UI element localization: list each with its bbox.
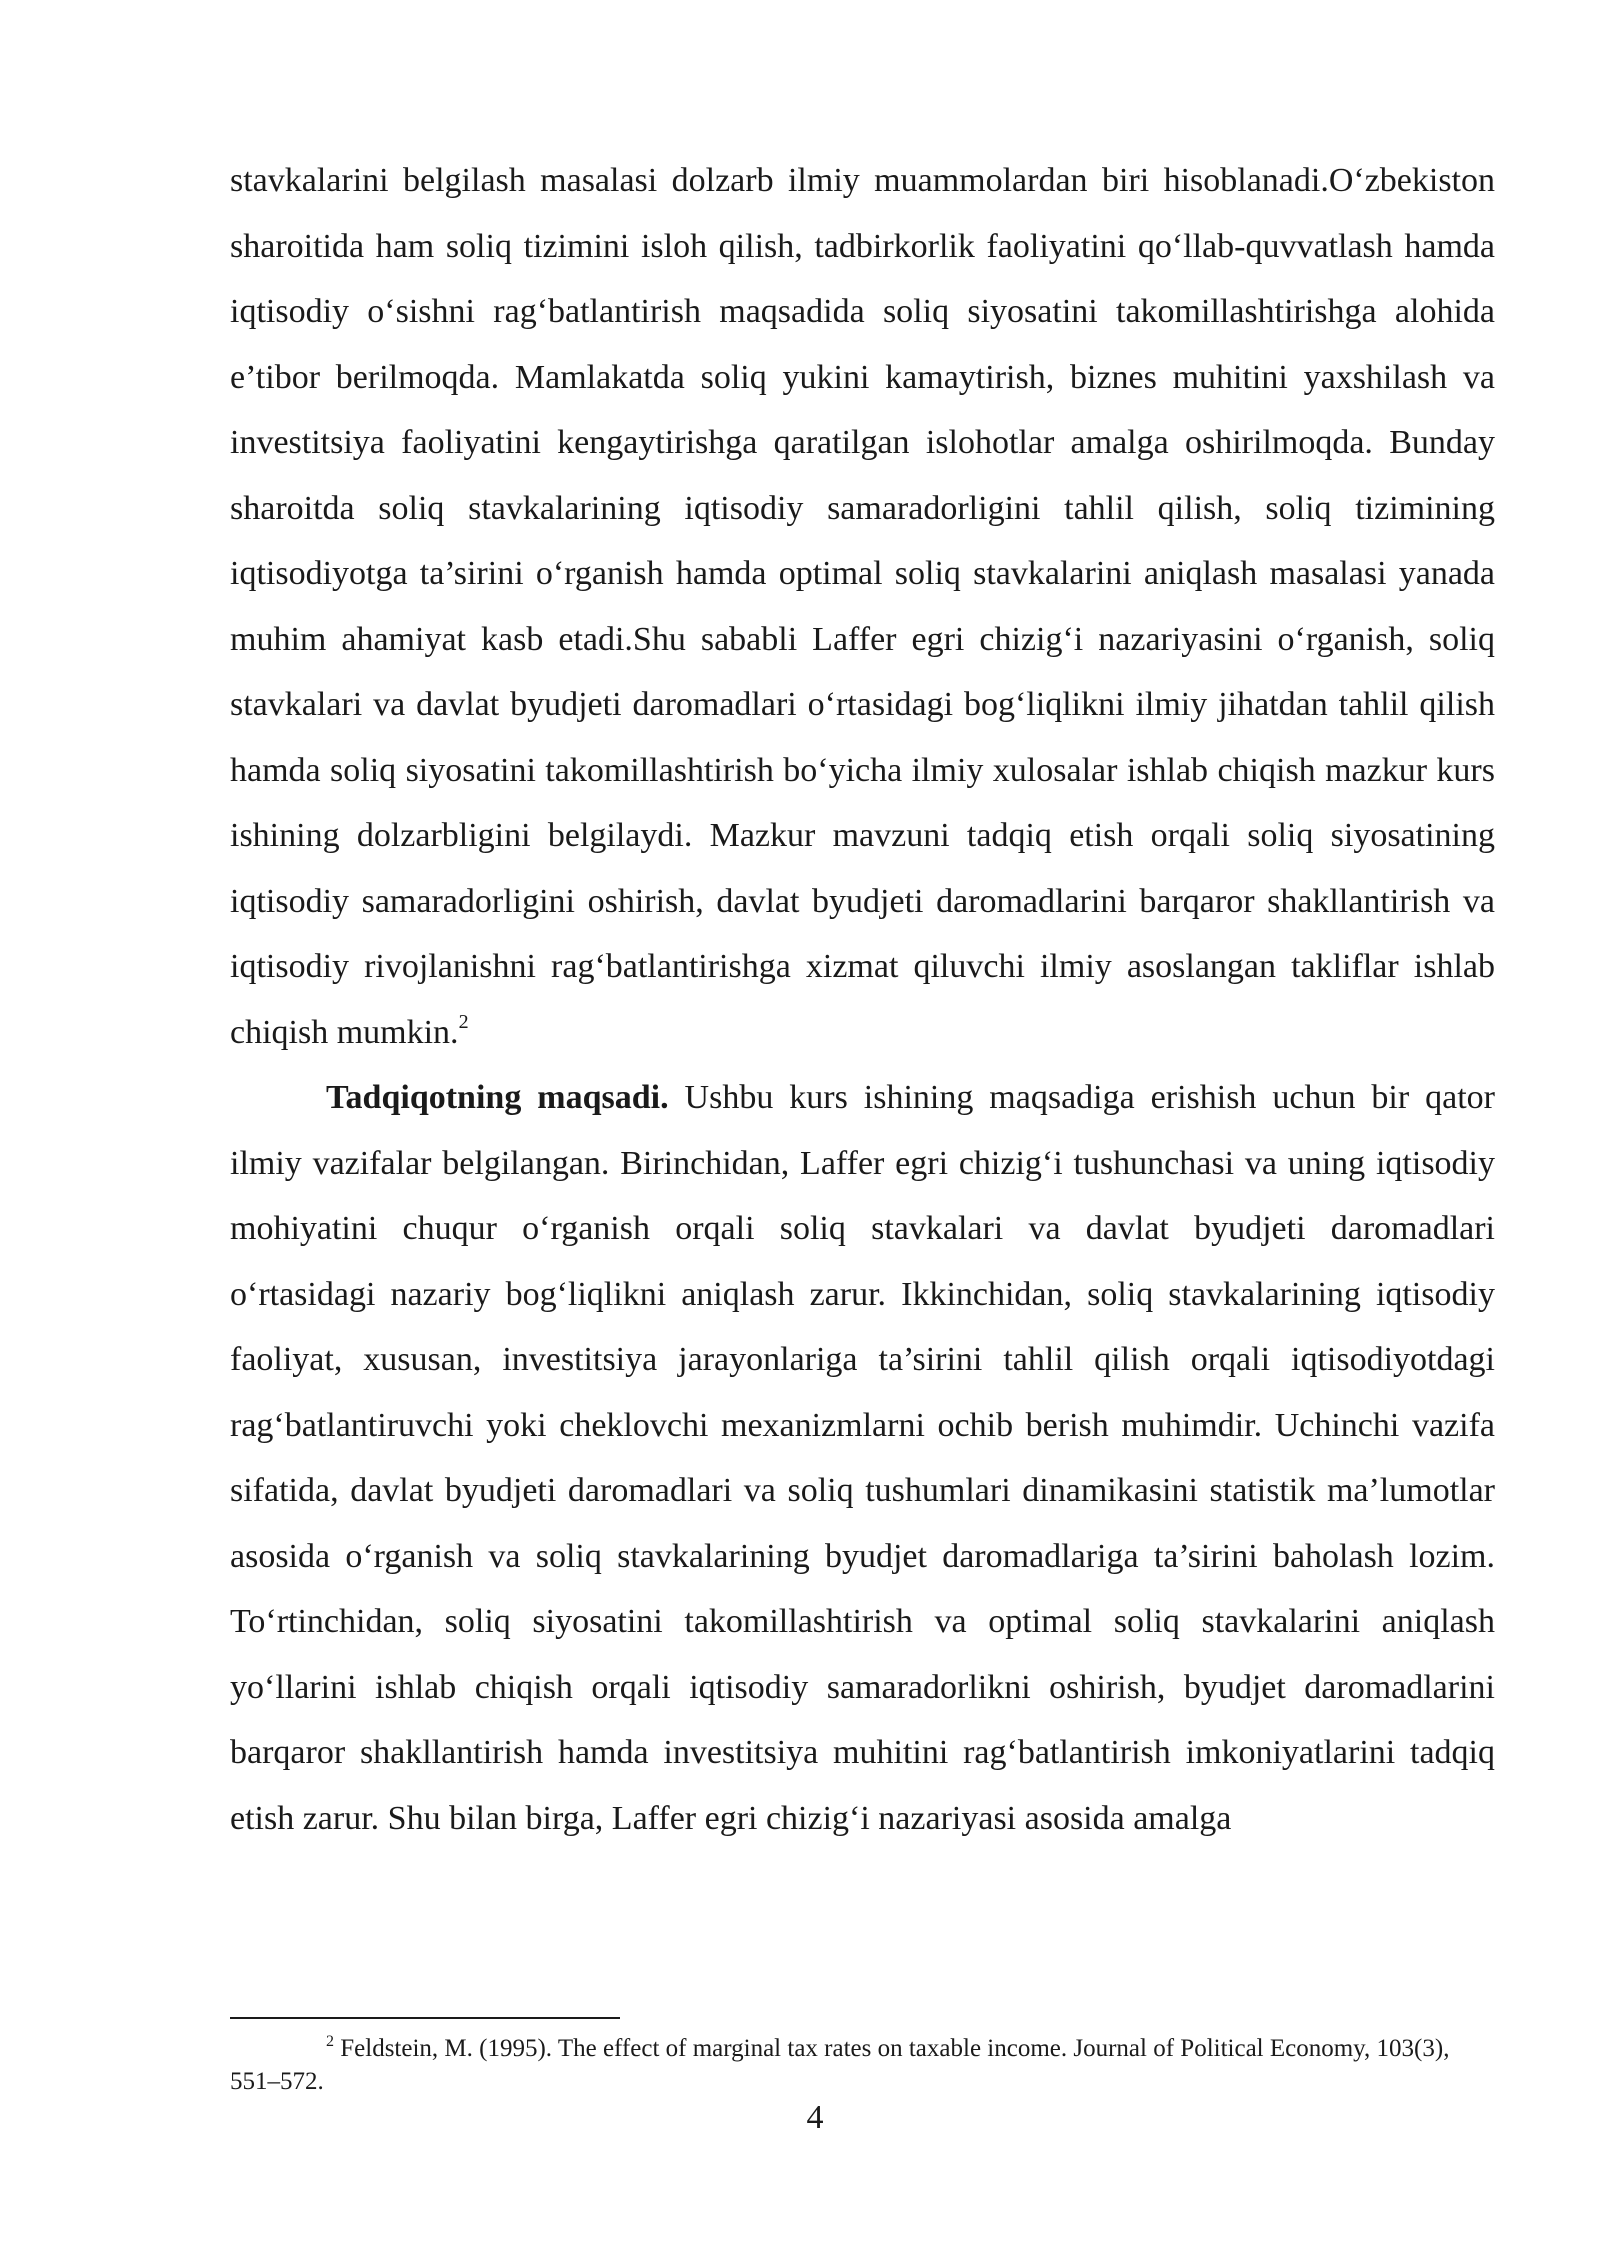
- section-lead-heading: Tadqiqotning maqsadi.: [326, 1079, 669, 1116]
- footnote: [230, 2032, 1495, 2098]
- body-paragraph-1: [230, 148, 1495, 1065]
- page-body: [230, 148, 1495, 1851]
- page-number: 4: [806, 2099, 824, 2136]
- footnote-separator: [230, 2017, 620, 2019]
- body-paragraph-2: [230, 1065, 1495, 1851]
- paragraph-2-text: Ushbu kurs ishining maqsadiga erishish uchun bir qator ilmiy vazifalar belgilangan. Birinchidan, Laffer egri chizig‘i tushunchasi va uning iqtisodiy mohiyatini chuqur o‘rganish orqali soliq stavkalari va davlat byudjeti daromadlari o‘rtasidagi nazariy bog‘liqlikni aniqlash zarur. Ikkinchidan, soliq stavkalarining iqtisodiy faoliyat, xususan, investitsiya jarayonlariga ta’sirini tahlil qilish orqali iqtisodiyotdagi rag‘batlantiruvchi yoki cheklovchi mexanizmlarni ochib berish muhimdir. Uchinchi vazifa sifatida, davlat byudjeti daromadlari va soliq tushumlari dinamikasini statistik ma’lumotlar asosida o‘rganish va soliq stavkalarining byudjet daromadlariga ta’sirini baholash lozim. To‘rtinchidan, soliq siyosatini takomillashtirish va optimal soliq stavkalarini aniqlash yo‘llarini ishlab chiqish orqali iqtisodiy samaradorlikni oshirish, byudjet daromadlarini barqaror shakllantirish hamda investitsiya muhitini rag‘batlantirish imkoniyatlarini tadqiq etish zarur. Shu bilan birga, Laffer egri chizig‘i nazariyasi asosida amalga: [230, 1079, 1495, 1837]
- paragraph-1-text: stavkalarini belgilash masalasi dolzarb ilmiy muammolardan biri hisoblanadi.O‘zbekiston sharoitida ham soliq tizimini isloh qilish, tadbirkorlik faoliyatini qo‘llab-quvvatlash hamda iqtisodiy o‘sishni rag‘batlantirish maqsadida soliq siyosatini takomillashtirishga alohida e’tibor berilmoqda. Mamlakatda soliq yukini kamaytirish, biznes muhitini yaxshilash va investitsiya faoliyatini kengaytirishga qaratilgan islohotlar amalga oshirilmoqda. Bunday sharoitda soliq stavkalarining iqtisodiy samaradorligini tahlil qilish, soliq tizimining iqtisodiyotga ta’sirini o‘rganish hamda optimal soliq stavkalarini aniqlash masalasi yanada muhim ahamiyat kasb etadi.Shu sababli Laffer egri chizig‘i nazariyasini o‘rganish, soliq stavkalari va davlat byudjeti daromadlari o‘rtasidagi bog‘liqlikni ilmiy jihatdan tahlil qilish hamda soliq siyosatini takomillashtirish bo‘yicha ilmiy xulosalar ishlab chiqish mazkur kurs ishining dolzarbligini belgilaydi. Mazkur mavzuni tadqiq etish orqali soliq siyosatining iqtisodiy samaradorligini oshirish, davlat byudjeti daromadlarini barqaror shakllantirish va iqtisodiy rivojlanishni rag‘batlantirishga xizmat qiluvchi ilmiy asoslangan takliflar ishlab chiqish mumkin.: [230, 162, 1495, 1051]
- footnote-text: Feldstein, M. (1995). The effect of marginal tax rates on taxable income. Journal of Political Economy, 103(3), 551–572.: [230, 2035, 1450, 2095]
- footnote-marker: 2: [326, 2033, 334, 2050]
- footnote-reference: 2: [458, 1010, 469, 1033]
